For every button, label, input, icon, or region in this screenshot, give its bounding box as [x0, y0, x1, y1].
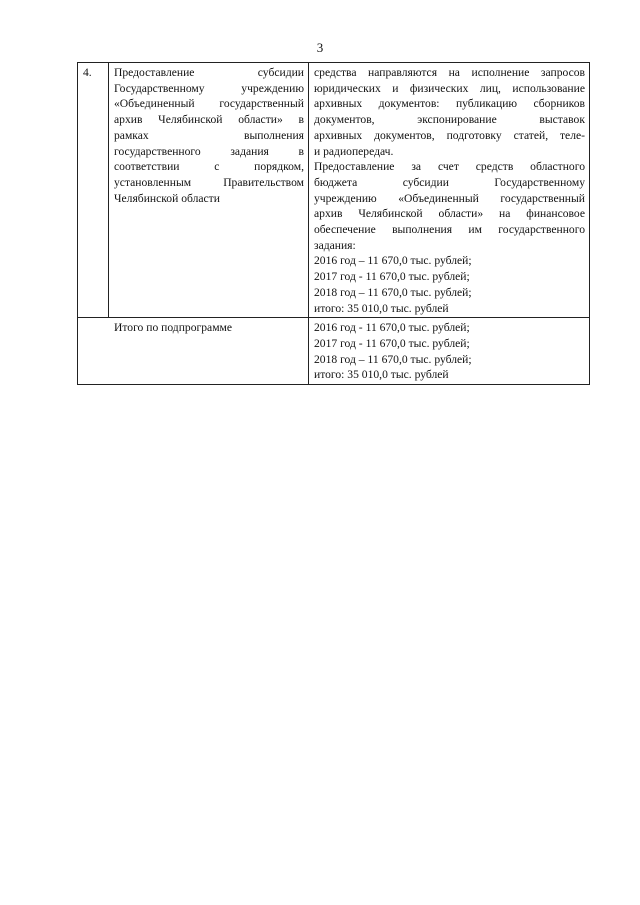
- description-line: архивных документов, подготовку статей, теле-: [314, 128, 585, 142]
- subprogram-total-label: [78, 318, 309, 385]
- subprogram-total-amounts-cell: [309, 318, 590, 385]
- table-row-4: [78, 63, 590, 318]
- name-line: рамках выполнения: [114, 128, 304, 142]
- amount-2018: 2018 год – 11 670,0 тыс. рублей;: [314, 285, 472, 299]
- description-line: архив Челябинской области» на финансовое: [314, 207, 585, 221]
- total-amount-sum: итого: 35 010,0 тыс. рублей: [314, 368, 449, 382]
- name-line: архив Челябинской области» в: [114, 113, 304, 127]
- row-number-cell: 4.: [78, 63, 109, 318]
- total-amount-2018: 2018 год – 11 670,0 тыс. рублей;: [314, 352, 472, 366]
- description-line: средства направляются на исполнение запросов: [314, 66, 585, 79]
- description-line: юридических и физических лиц, использование: [314, 81, 585, 95]
- subprogram-table: [77, 62, 590, 385]
- activity-name-cell: [109, 63, 309, 318]
- page-number: 3: [316, 40, 324, 55]
- description-line: учреждению «Объединенный государственный: [314, 191, 585, 205]
- total-amount-2017: 2017 год - 11 670,0 тыс. рублей;: [314, 336, 470, 350]
- description-line: Предоставление за счет средств областного: [314, 160, 585, 174]
- subprogram-total-label-text: Итого по подпрограмме: [114, 321, 233, 335]
- name-line: «Объединенный государственный: [114, 97, 304, 111]
- name-line: Предоставление субсидии: [114, 66, 304, 79]
- description-line: бюджета субсидии Государственному: [314, 175, 585, 189]
- description-line: документов, экспонирование выставок: [314, 113, 585, 127]
- name-line: установленным Правительством: [114, 175, 304, 189]
- total-amount-2016: 2016 год - 11 670,0 тыс. рублей;: [314, 321, 470, 335]
- description-line: и радиопередач.: [314, 144, 394, 158]
- table-row-total: [78, 318, 590, 385]
- name-line: Челябинской области: [114, 191, 220, 205]
- name-line: соответствии с порядком,: [114, 160, 304, 174]
- name-line: Государственному учреждению: [114, 81, 304, 95]
- name-line: государственного задания в: [114, 144, 304, 158]
- activity-description-cell: [309, 63, 590, 318]
- description-line: обеспечение выполнения им государственного: [314, 223, 585, 237]
- description-line: задания:: [314, 238, 356, 252]
- amount-2017: 2017 год - 11 670,0 тыс. рублей;: [314, 270, 470, 284]
- amount-2016: 2016 год – 11 670,0 тыс. рублей;: [314, 254, 472, 268]
- description-line: архивных документов: публикацию сборников: [314, 97, 585, 111]
- amount-total: итого: 35 010,0 тыс. рублей: [314, 301, 449, 315]
